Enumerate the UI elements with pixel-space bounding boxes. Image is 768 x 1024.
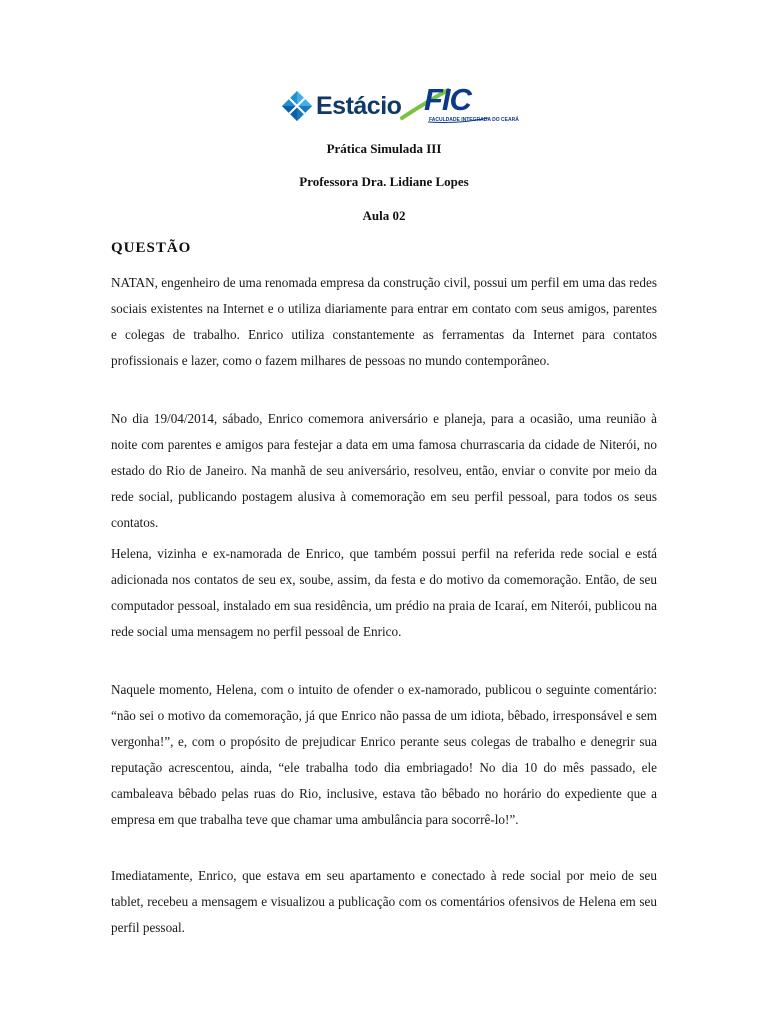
- fic-wordmark: FIC: [424, 82, 471, 117]
- paragraph: No dia 19/04/2014, sábado, Enrico comemora aniversário e planeja, para a ocasião, uma reunião à noite com parentes e amigos para festejar a data em uma famosa churrascaria da cidade de Niterói, no estado do Rio de Janeiro. Na manhã de seu aniversário, resolveu, então, enviar o convite por meio da rede social, publicando postagem alusiva à comemoração em seu perfil pessoal, para todos os seus contatos.: [111, 411, 657, 530]
- paragraph: NATAN, engenheiro de uma renomada empresa da construção civil, possui um perfil em uma das redes sociais existentes na Internet e o utiliza diariamente para entrar em contato com seus amigos, parentes e colegas de trabalho. Enrico utiliza constantemente as ferramentas da Internet para contatos profissionais e lazer, como o fazem milhares de pessoas no mundo contemporâneo.: [111, 275, 657, 368]
- document-title: Prática Simulada III: [326, 141, 442, 156]
- estacio-wordmark: Estácio: [316, 92, 402, 120]
- paragraph: Imediatamente, Enrico, que estava em seu apartamento e conectado à rede social por meio de seu tablet, recebeu a mensagem e visualizou a publicação com os comentários ofensivos de Helena em seu perfil pessoal.: [111, 868, 657, 935]
- estacio-diamond-icon: [281, 90, 313, 122]
- professor-name: Professora Dra. Lidiane Lopes: [299, 174, 469, 189]
- paragraph: Naquele momento, Helena, com o intuito de ofender o ex-namorado, publicou o seguinte comentário: “não sei o motivo da comemoração, já que Enrico não passa de um idiota, bêbado, irresponsável e sem vergonha!”, e, com o propósito de prejudicar Enrico perante seus colegas de trabalho e denegrir sua reputação acrescentou, ainda, “ele trabalha todo dia embriagado! No dia 10 do mês passado, ele cambaleava bêbado pelas ruas do Rio, inclusive, estava tão bêbado no horário do expediente que a empresa em que trabalha teve que chamar uma ambulância para socorrê-lo!”.: [111, 682, 657, 827]
- estacio-logo: [281, 90, 402, 124]
- header-logos: [0, 84, 768, 134]
- section-heading: QUESTÃO: [111, 240, 192, 256]
- fic-subtitle: FACULDADE INTEGRADA DO CEARÁ: [429, 117, 519, 123]
- paragraph: Helena, vizinha e ex-namorada de Enrico, que também possui perfil na referida rede social e está adicionada nos contatos de seu ex, soube, assim, da festa e do motivo da comemoração. Então, de seu computador pessoal, instalado em sua residência, um prédio na praia de Icaraí, em Niterói, publicou na rede social uma mensagem no perfil pessoal de Enrico.: [111, 546, 657, 639]
- fic-logo: [400, 82, 519, 130]
- lesson-label: Aula 02: [362, 208, 406, 223]
